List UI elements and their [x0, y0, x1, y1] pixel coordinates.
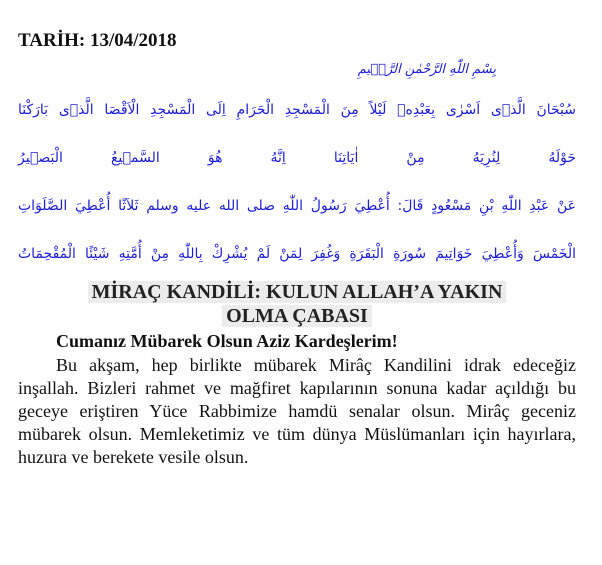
title-text: OLMA ÇABASI [222, 305, 372, 327]
bismillah: بِسْمِ اللّٰهِ الرَّحْمٰنِ الرَّحٖيمِ [357, 62, 496, 77]
arabic-verse-line: سُبْحَانَ الَّذٖى اَسْرٰى بِعَبْدِهٖ لَيْلاً مِنَ الْمَسْجِدِ الْحَرَامِ اِلَى الْمَسْجِدِ الْاَقْصَا الَّذٖى بَارَكْنَا [18, 102, 576, 118]
sermon-title-line2 [18, 304, 576, 328]
greeting: Cumanız Mübarek Olsun Aziz Kardeşlerim! [56, 331, 398, 351]
body-paragraph: Bu akşam, hep birlikte mübarek Mirâç Kandilini idrak edeceğiz inşallah. Bizleri rahmet ve mağfiret kapılarının sonuna kadar açıldığı bu geceye eriştiren Yüce Rabbimize hamdü senalar olsun. Mirâç geceniz mübarek olsun. Memleketimiz ve tüm dünya Müslümanları için hayırlara, huzura ve berekete vesile olsun. [18, 355, 576, 467]
title-text: MİRAÇ KANDİLİ: KULUN ALLAH’A YAKIN [88, 281, 507, 303]
arabic-hadith-line: عَنْ عَبْدِ اللّٰهِ بْنِ مَسْعُودٍ قَالَ: أُعْطِيَ رَسُولُ اللّٰهِ صلى الله عليه وسلم ثَلاَثًا أُعْطِيَ الصَّلَوَاتِ [18, 198, 576, 214]
date-heading: TARİH: 13/04/2018 [18, 30, 177, 51]
arabic-verse-line: حَوْلَهُ لِنُرِيَهُ مِنْ اٰيَاتِنَا اِنَّهُ هُوَ السَّمٖيعُ الْبَصٖيرُ [18, 150, 576, 166]
arabic-hadith-line: الْخَمْسَ وَأُعْطِيَ خَوَاتِيمَ سُورَةِ الْبَقَرَةِ وَغُفِرَ لِمَنْ لَمْ يُشْرِكْ بِاللّٰهِ مِنْ أُمَّتِهِ شَيْئًا الْمُقْحِمَاتُ [18, 246, 576, 262]
sermon-title-line1 [18, 280, 576, 304]
